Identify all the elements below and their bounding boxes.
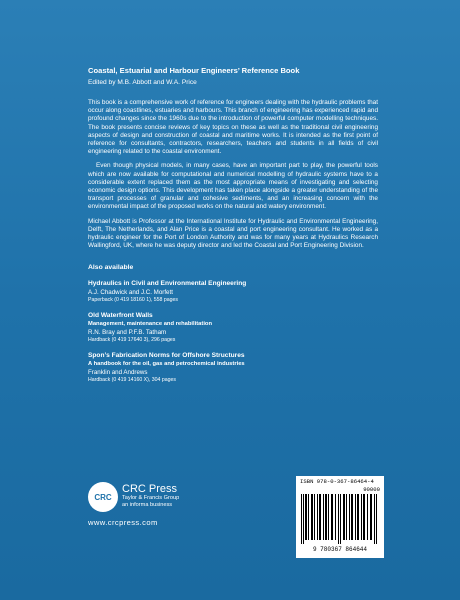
publisher-website-link[interactable]: www.crcpress.com [88, 518, 158, 527]
related-book-authors: Franklin and Andrews [88, 368, 148, 376]
publisher-group: Taylor & Francis Group [122, 495, 180, 501]
barcode-price-code: 90000 [363, 486, 380, 493]
back-cover-text [88, 66, 378, 392]
barcode-number: 9 780367 864644 [312, 546, 367, 553]
book-title: Coastal, Estuarial and Harbour Engineers’ Reference Book [88, 66, 300, 75]
related-book [88, 312, 378, 344]
related-book-isbn: Hardback (0 419 14160 X), 304 pages [88, 377, 176, 384]
barcode-isbn-text: ISBN 978-0-367-86464-4 [300, 478, 374, 485]
related-book-authors: A.J. Chadwick and J.C. Morfett [88, 289, 173, 297]
publisher-brand [122, 483, 179, 509]
related-book [88, 352, 378, 384]
related-book-authors: R.N. Bray and P.F.B. Tatham [88, 328, 167, 336]
publisher-name: CRC Press [122, 483, 178, 495]
related-book-title: Old Waterfront Walls [88, 312, 153, 320]
related-book [88, 280, 378, 304]
description-paragraph: This book is a comprehensive work of reference for engineers dealing with the hydraulic problems that occur along coastlines, estuaries and harbours. This branch of engineering has experienced rapid and profound changes since the 1960s due to the introduction of powerful computer modelling techniques. The book presents concise reviews of key topics on these as well as the traditional civil engineering aspects of design and construction of coastal and maritime works. It is intended as the first point of reference for consultants, contractors, researchers, teachers and students in all fields of civil engineering related to the coastal environment. [88, 99, 378, 156]
related-book-isbn: Hardback (0 419 17640 3), 296 pages [88, 337, 176, 344]
related-book-subtitle: A handbook for the oil, gas and petrochemical industries [88, 360, 245, 367]
author-bio-paragraph: Michael Abbott is Professor at the International Institute for Hydraulic and Environmental Engineering, Delft, The Netherlands, and Alan Price is a coastal and port engineering consultant. He worked as a hydraulic engineer for the Port of London Authority and was for many years at Hydraulics Research Wallingford, UK, where he was deputy director and led the Coastal and Port Engineering Division. [88, 217, 378, 250]
book-editors: Edited by M.B. Abbott and W.A. Price [88, 79, 197, 86]
related-book-title: Hydraulics in Civil and Environmental Engineering [88, 280, 247, 288]
publisher-business: an informa business [122, 502, 173, 508]
related-book-isbn: Paperback (0 419 18160 1), 558 pages [88, 297, 178, 304]
related-book-title: Spon’s Fabrication Norms for Offshore Structures [88, 352, 245, 360]
description-paragraph: Even though physical models, in many cases, have an important part to play, the powerful tools which are now available for computational and numerical modelling of hydraulic systems have to a considerable extent replaced them as the most appropriate means of investigating and selecting economic design options. This development has taken place alongside a greater understanding of the transport processes of granular and cohesive sediments, and an increasing concern with the environmental impact of the proposed works on the natural and watery environment. [88, 162, 378, 211]
crc-press-logo-icon: CRC [88, 482, 118, 512]
also-available-heading: Also available [88, 264, 134, 272]
isbn-barcode [296, 476, 384, 558]
barcode-bars [300, 494, 380, 544]
related-book-subtitle: Management, maintenance and rehabilitation [88, 321, 213, 328]
